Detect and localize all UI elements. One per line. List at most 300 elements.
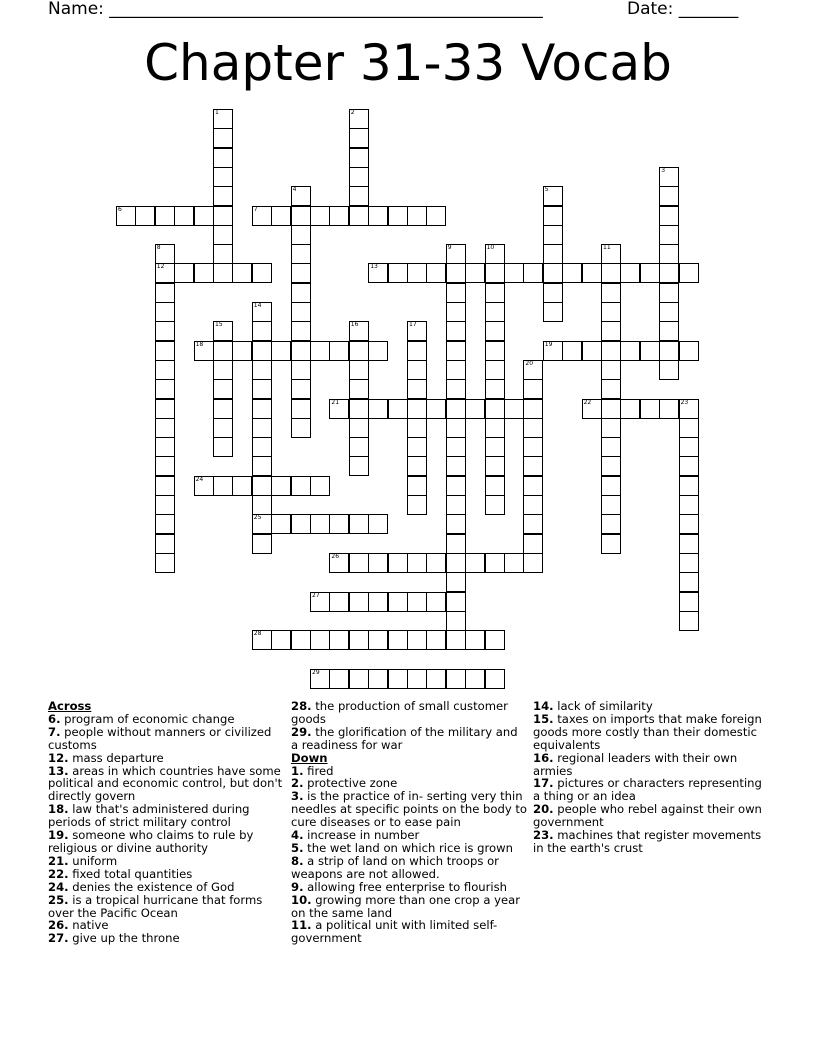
grid-cell[interactable] bbox=[310, 206, 330, 226]
grid-cell[interactable] bbox=[562, 263, 582, 283]
grid-cell[interactable] bbox=[310, 476, 330, 496]
grid-cell[interactable] bbox=[601, 283, 621, 303]
grid-cell[interactable] bbox=[620, 341, 640, 361]
grid-cell[interactable] bbox=[213, 225, 233, 245]
grid-cell[interactable] bbox=[659, 263, 679, 283]
grid-cell[interactable] bbox=[310, 514, 330, 534]
grid-cell[interactable] bbox=[213, 263, 233, 283]
grid-cell[interactable] bbox=[252, 418, 272, 438]
grid-cell[interactable] bbox=[291, 399, 311, 419]
grid-cell[interactable] bbox=[232, 341, 252, 361]
grid-cell[interactable] bbox=[194, 476, 214, 496]
grid-cell[interactable] bbox=[601, 456, 621, 476]
grid-cell[interactable] bbox=[504, 399, 524, 419]
grid-cell[interactable] bbox=[349, 437, 369, 457]
grid-cell[interactable] bbox=[640, 341, 660, 361]
grid-cell[interactable] bbox=[446, 341, 466, 361]
grid-cell[interactable] bbox=[446, 437, 466, 457]
grid-cell[interactable] bbox=[291, 263, 311, 283]
grid-cell[interactable] bbox=[407, 669, 427, 689]
grid-cell[interactable] bbox=[426, 630, 446, 650]
clue-item bbox=[48, 765, 284, 804]
grid-cell[interactable] bbox=[349, 630, 369, 650]
grid-cell[interactable] bbox=[155, 321, 175, 341]
grid-cell[interactable] bbox=[485, 495, 505, 515]
grid-cell[interactable] bbox=[155, 244, 175, 264]
grid-cell[interactable] bbox=[155, 263, 175, 283]
grid-cell[interactable] bbox=[485, 669, 505, 689]
grid-cell[interactable] bbox=[155, 399, 175, 419]
clue-text: machines that register movements in the earth's crust bbox=[533, 828, 762, 855]
grid-cell[interactable] bbox=[485, 302, 505, 322]
grid-cell[interactable] bbox=[213, 186, 233, 206]
grid-cell[interactable] bbox=[601, 437, 621, 457]
grid-cell[interactable] bbox=[523, 514, 543, 534]
grid-cell[interactable] bbox=[271, 206, 291, 226]
grid-cell[interactable] bbox=[349, 167, 369, 187]
grid-cell[interactable] bbox=[407, 418, 427, 438]
grid-cell[interactable] bbox=[679, 514, 699, 534]
grid-cell[interactable] bbox=[543, 186, 563, 206]
grid-cell[interactable] bbox=[291, 476, 311, 496]
grid-cell[interactable] bbox=[659, 206, 679, 226]
grid-cell[interactable] bbox=[485, 456, 505, 476]
grid-cell[interactable] bbox=[620, 263, 640, 283]
grid-cell[interactable] bbox=[543, 263, 563, 283]
grid-cell[interactable] bbox=[485, 553, 505, 573]
grid-cell[interactable] bbox=[601, 341, 621, 361]
grid-cell[interactable] bbox=[601, 302, 621, 322]
grid-cell[interactable] bbox=[407, 360, 427, 380]
grid-cell[interactable] bbox=[523, 379, 543, 399]
grid-cell[interactable] bbox=[659, 399, 679, 419]
grid-cell[interactable] bbox=[446, 514, 466, 534]
grid-cell[interactable] bbox=[407, 592, 427, 612]
grid-cell[interactable] bbox=[194, 263, 214, 283]
grid-cell[interactable] bbox=[485, 399, 505, 419]
grid-cell[interactable] bbox=[271, 514, 291, 534]
grid-cell[interactable] bbox=[291, 206, 311, 226]
grid-cell[interactable] bbox=[252, 437, 272, 457]
grid-cell[interactable] bbox=[368, 206, 388, 226]
grid-cell[interactable] bbox=[213, 379, 233, 399]
clue-item bbox=[48, 932, 284, 945]
clue-number-label: 11. bbox=[291, 918, 312, 933]
grid-cell[interactable] bbox=[155, 495, 175, 515]
grid-cell[interactable] bbox=[329, 399, 349, 419]
grid-cell[interactable] bbox=[368, 630, 388, 650]
grid-cell[interactable] bbox=[368, 514, 388, 534]
grid-cell[interactable] bbox=[679, 418, 699, 438]
grid-cell[interactable] bbox=[349, 418, 369, 438]
grid-cell[interactable] bbox=[213, 167, 233, 187]
grid-cell[interactable] bbox=[329, 206, 349, 226]
grid-cell[interactable] bbox=[213, 244, 233, 264]
grid-cell[interactable] bbox=[349, 321, 369, 341]
grid-cell[interactable] bbox=[446, 553, 466, 573]
grid-cell[interactable] bbox=[194, 206, 214, 226]
grid-cell[interactable] bbox=[407, 630, 427, 650]
grid-cell[interactable] bbox=[659, 167, 679, 187]
grid-cell[interactable] bbox=[465, 263, 485, 283]
clue-item bbox=[48, 803, 284, 829]
grid-cell[interactable] bbox=[679, 495, 699, 515]
grid-cell[interactable] bbox=[155, 341, 175, 361]
grid-cell[interactable] bbox=[349, 128, 369, 148]
grid-cell[interactable] bbox=[252, 495, 272, 515]
grid-cell[interactable] bbox=[679, 399, 699, 419]
grid-cell[interactable] bbox=[426, 592, 446, 612]
grid-cell[interactable] bbox=[213, 341, 233, 361]
grid-cell[interactable] bbox=[329, 553, 349, 573]
grid-cell[interactable] bbox=[446, 244, 466, 264]
grid-cell[interactable] bbox=[407, 456, 427, 476]
grid-cell[interactable] bbox=[543, 283, 563, 303]
grid-cell[interactable] bbox=[582, 263, 602, 283]
grid-cell[interactable] bbox=[349, 592, 369, 612]
grid-cell[interactable] bbox=[523, 476, 543, 496]
grid-cell[interactable] bbox=[291, 360, 311, 380]
grid-cell[interactable] bbox=[446, 283, 466, 303]
grid-cell[interactable] bbox=[310, 630, 330, 650]
grid-cell[interactable] bbox=[601, 244, 621, 264]
clue-number: 27 bbox=[312, 591, 320, 599]
grid-cell[interactable] bbox=[349, 206, 369, 226]
grid-cell[interactable] bbox=[446, 669, 466, 689]
grid-cell[interactable] bbox=[679, 534, 699, 554]
grid-cell[interactable] bbox=[485, 476, 505, 496]
grid-cell[interactable] bbox=[155, 553, 175, 573]
grid-cell[interactable] bbox=[446, 263, 466, 283]
grid-cell[interactable] bbox=[252, 206, 272, 226]
grid-cell[interactable] bbox=[174, 206, 194, 226]
clue-text: increase in number bbox=[303, 828, 420, 843]
grid-cell[interactable] bbox=[310, 592, 330, 612]
grid-cell[interactable] bbox=[485, 630, 505, 650]
grid-cell[interactable] bbox=[349, 514, 369, 534]
clue-number-label: 14. bbox=[533, 699, 554, 713]
grid-cell[interactable] bbox=[291, 379, 311, 399]
grid-cell[interactable] bbox=[601, 360, 621, 380]
grid-cell[interactable] bbox=[232, 263, 252, 283]
grid-cell[interactable] bbox=[523, 456, 543, 476]
grid-cell[interactable] bbox=[368, 263, 388, 283]
grid-cell[interactable] bbox=[368, 592, 388, 612]
clue-number-label: 8. bbox=[291, 853, 304, 868]
grid-cell[interactable] bbox=[213, 476, 233, 496]
grid-cell[interactable] bbox=[485, 437, 505, 457]
grid-cell[interactable] bbox=[213, 148, 233, 168]
clue-number: 26 bbox=[331, 552, 340, 560]
grid-cell[interactable] bbox=[659, 244, 679, 264]
grid-cell[interactable] bbox=[407, 379, 427, 399]
grid-cell[interactable] bbox=[679, 263, 699, 283]
grid-cell[interactable] bbox=[601, 495, 621, 515]
grid-cell[interactable] bbox=[291, 225, 311, 245]
grid-cell[interactable] bbox=[446, 302, 466, 322]
grid-cell[interactable] bbox=[329, 592, 349, 612]
grid-cell[interactable] bbox=[252, 514, 272, 534]
grid-cell[interactable] bbox=[155, 360, 175, 380]
grid-cell[interactable] bbox=[252, 630, 272, 650]
grid-cell[interactable] bbox=[291, 321, 311, 341]
grid-cell[interactable] bbox=[252, 379, 272, 399]
grid-cell[interactable] bbox=[523, 553, 543, 573]
grid-cell[interactable] bbox=[543, 206, 563, 226]
grid-cell[interactable] bbox=[388, 630, 408, 650]
grid-cell[interactable] bbox=[213, 360, 233, 380]
grid-cell[interactable] bbox=[252, 360, 272, 380]
grid-cell[interactable] bbox=[252, 321, 272, 341]
grid-cell[interactable] bbox=[388, 553, 408, 573]
grid-cell[interactable] bbox=[349, 109, 369, 129]
grid-cell[interactable] bbox=[291, 341, 311, 361]
grid-cell[interactable] bbox=[368, 553, 388, 573]
grid-cell[interactable] bbox=[485, 379, 505, 399]
grid-cell[interactable] bbox=[446, 572, 466, 592]
grid-cell[interactable] bbox=[252, 341, 272, 361]
grid-cell[interactable] bbox=[465, 669, 485, 689]
grid-cell[interactable] bbox=[679, 456, 699, 476]
grid-cell[interactable] bbox=[446, 418, 466, 438]
clue-text: a political unit with limited self-government bbox=[291, 918, 498, 946]
grid-cell[interactable] bbox=[213, 399, 233, 419]
grid-cell[interactable] bbox=[679, 572, 699, 592]
grid-cell[interactable] bbox=[446, 592, 466, 612]
grid-cell[interactable] bbox=[485, 418, 505, 438]
grid-cell[interactable] bbox=[659, 302, 679, 322]
clue-text: fired bbox=[303, 763, 334, 778]
grid-cell[interactable] bbox=[252, 456, 272, 476]
clue-number-label: 12. bbox=[48, 750, 69, 765]
grid-cell[interactable] bbox=[310, 341, 330, 361]
grid-cell[interactable] bbox=[291, 302, 311, 322]
grid-cell[interactable] bbox=[213, 418, 233, 438]
grid-cell[interactable] bbox=[485, 321, 505, 341]
grid-cell[interactable] bbox=[291, 283, 311, 303]
grid-cell[interactable] bbox=[446, 495, 466, 515]
grid-cell[interactable] bbox=[329, 669, 349, 689]
grid-cell[interactable] bbox=[388, 669, 408, 689]
grid-cell[interactable] bbox=[543, 341, 563, 361]
grid-cell[interactable] bbox=[291, 418, 311, 438]
grid-cell[interactable] bbox=[407, 206, 427, 226]
grid-cell[interactable] bbox=[446, 379, 466, 399]
grid-cell[interactable] bbox=[465, 399, 485, 419]
clue-text: people without manners or civilized customs bbox=[48, 724, 272, 752]
grid-cell[interactable] bbox=[446, 534, 466, 554]
grid-cell[interactable] bbox=[155, 418, 175, 438]
grid-cell[interactable] bbox=[388, 399, 408, 419]
grid-cell[interactable] bbox=[155, 534, 175, 554]
grid-cell[interactable] bbox=[446, 360, 466, 380]
grid-cell[interactable] bbox=[601, 476, 621, 496]
grid-cell[interactable] bbox=[349, 360, 369, 380]
grid-cell[interactable] bbox=[271, 341, 291, 361]
clue-number-label: 5. bbox=[291, 840, 304, 855]
grid-cell[interactable] bbox=[679, 341, 699, 361]
grid-cell[interactable] bbox=[329, 630, 349, 650]
grid-cell[interactable] bbox=[504, 263, 524, 283]
grid-cell[interactable] bbox=[426, 553, 446, 573]
grid-cell[interactable] bbox=[465, 553, 485, 573]
grid-cell[interactable] bbox=[446, 321, 466, 341]
grid-cell[interactable] bbox=[291, 244, 311, 264]
grid-cell[interactable] bbox=[679, 437, 699, 457]
grid-cell[interactable] bbox=[446, 630, 466, 650]
grid-cell[interactable] bbox=[232, 476, 252, 496]
grid-cell[interactable] bbox=[407, 476, 427, 496]
grid-cell[interactable] bbox=[407, 341, 427, 361]
grid-cell[interactable] bbox=[174, 263, 194, 283]
clue-number: 10 bbox=[486, 244, 495, 252]
grid-cell[interactable] bbox=[523, 399, 543, 419]
grid-cell[interactable] bbox=[562, 341, 582, 361]
grid-cell[interactable] bbox=[523, 534, 543, 554]
clue-number-label: 26. bbox=[48, 918, 69, 933]
grid-cell[interactable] bbox=[523, 360, 543, 380]
clue-text: growing more than one crop a year on the same land bbox=[291, 892, 520, 920]
grid-cell[interactable] bbox=[213, 437, 233, 457]
grid-cell[interactable] bbox=[601, 399, 621, 419]
grid-cell[interactable] bbox=[446, 399, 466, 419]
grid-cell[interactable] bbox=[349, 379, 369, 399]
grid-cell[interactable] bbox=[368, 399, 388, 419]
grid-cell[interactable] bbox=[310, 669, 330, 689]
grid-cell[interactable] bbox=[407, 495, 427, 515]
grid-cell[interactable] bbox=[155, 379, 175, 399]
grid-cell[interactable] bbox=[523, 437, 543, 457]
grid-cell[interactable] bbox=[620, 399, 640, 419]
grid-cell[interactable] bbox=[465, 630, 485, 650]
grid-cell[interactable] bbox=[349, 669, 369, 689]
grid-cell[interactable] bbox=[426, 263, 446, 283]
grid-cell[interactable] bbox=[252, 263, 272, 283]
grid-cell[interactable] bbox=[155, 514, 175, 534]
grid-cell[interactable] bbox=[543, 302, 563, 322]
grid-cell[interactable] bbox=[543, 244, 563, 264]
grid-cell[interactable] bbox=[194, 341, 214, 361]
grid-cell[interactable] bbox=[155, 456, 175, 476]
grid-cell[interactable] bbox=[252, 534, 272, 554]
grid-cell[interactable] bbox=[407, 263, 427, 283]
grid-cell[interactable] bbox=[349, 186, 369, 206]
grid-cell[interactable] bbox=[679, 611, 699, 631]
grid-cell[interactable] bbox=[679, 476, 699, 496]
grid-cell[interactable] bbox=[116, 206, 136, 226]
grid-cell[interactable] bbox=[388, 592, 408, 612]
grid-cell[interactable] bbox=[252, 399, 272, 419]
grid-cell[interactable] bbox=[679, 553, 699, 573]
grid-cell[interactable] bbox=[291, 514, 311, 534]
grid-cell[interactable] bbox=[485, 283, 505, 303]
grid-cell[interactable] bbox=[155, 476, 175, 496]
grid-cell[interactable] bbox=[213, 206, 233, 226]
grid-cell[interactable] bbox=[679, 592, 699, 612]
clue-text: program of economic change bbox=[60, 711, 235, 726]
grid-cell[interactable] bbox=[543, 225, 563, 245]
grid-cell[interactable] bbox=[659, 225, 679, 245]
grid-cell[interactable] bbox=[407, 553, 427, 573]
grid-cell[interactable] bbox=[485, 341, 505, 361]
grid-cell[interactable] bbox=[426, 669, 446, 689]
grid-cell[interactable] bbox=[659, 360, 679, 380]
grid-cell[interactable] bbox=[388, 263, 408, 283]
grid-cell[interactable] bbox=[329, 341, 349, 361]
grid-cell[interactable] bbox=[349, 399, 369, 419]
grid-cell[interactable] bbox=[329, 514, 349, 534]
grid-cell[interactable] bbox=[601, 321, 621, 341]
grid-cell[interactable] bbox=[485, 244, 505, 264]
grid-cell[interactable] bbox=[349, 341, 369, 361]
grid-cell[interactable] bbox=[504, 553, 524, 573]
grid-cell[interactable] bbox=[485, 263, 505, 283]
grid-cell[interactable] bbox=[426, 206, 446, 226]
grid-cell[interactable] bbox=[155, 302, 175, 322]
grid-cell[interactable] bbox=[523, 263, 543, 283]
grid-cell[interactable] bbox=[640, 263, 660, 283]
grid-cell[interactable] bbox=[446, 456, 466, 476]
grid-cell[interactable] bbox=[213, 128, 233, 148]
grid-cell[interactable] bbox=[368, 341, 388, 361]
grid-cell[interactable] bbox=[407, 437, 427, 457]
clue-item bbox=[533, 829, 769, 855]
grid-cell[interactable] bbox=[523, 418, 543, 438]
grid-cell[interactable] bbox=[271, 476, 291, 496]
grid-cell[interactable] bbox=[485, 360, 505, 380]
grid-cell[interactable] bbox=[582, 341, 602, 361]
grid-cell[interactable] bbox=[446, 611, 466, 631]
grid-cell[interactable] bbox=[601, 379, 621, 399]
grid-cell[interactable] bbox=[446, 476, 466, 496]
grid-cell[interactable] bbox=[135, 206, 155, 226]
grid-cell[interactable] bbox=[349, 553, 369, 573]
grid-cell[interactable] bbox=[601, 263, 621, 283]
grid-cell[interactable] bbox=[368, 669, 388, 689]
clue-number: 5 bbox=[544, 186, 549, 194]
grid-cell[interactable] bbox=[523, 495, 543, 515]
clue-text: the wet land on which rice is grown bbox=[303, 840, 513, 855]
grid-cell[interactable] bbox=[640, 399, 660, 419]
grid-cell[interactable] bbox=[601, 534, 621, 554]
clue-number: 28 bbox=[253, 630, 262, 638]
grid-cell[interactable] bbox=[252, 302, 272, 322]
clue-item bbox=[48, 894, 284, 920]
grid-cell[interactable] bbox=[659, 186, 679, 206]
grid-cell[interactable] bbox=[659, 341, 679, 361]
grid-cell[interactable] bbox=[155, 206, 175, 226]
grid-cell[interactable] bbox=[426, 399, 446, 419]
grid-cell[interactable] bbox=[349, 456, 369, 476]
grid-cell[interactable] bbox=[291, 630, 311, 650]
grid-cell[interactable] bbox=[252, 476, 272, 496]
grid-cell[interactable] bbox=[659, 283, 679, 303]
grid-cell[interactable] bbox=[659, 321, 679, 341]
grid-cell[interactable] bbox=[155, 283, 175, 303]
grid-cell[interactable] bbox=[291, 186, 311, 206]
grid-cell[interactable] bbox=[407, 399, 427, 419]
grid-cell[interactable] bbox=[271, 630, 291, 650]
grid-cell[interactable] bbox=[407, 321, 427, 341]
grid-cell[interactable] bbox=[349, 148, 369, 168]
grid-cell[interactable] bbox=[213, 321, 233, 341]
grid-cell[interactable] bbox=[601, 514, 621, 534]
grid-cell[interactable] bbox=[601, 418, 621, 438]
grid-cell[interactable] bbox=[388, 206, 408, 226]
grid-cell[interactable] bbox=[213, 109, 233, 129]
grid-cell[interactable] bbox=[155, 437, 175, 457]
grid-cell[interactable] bbox=[582, 399, 602, 419]
